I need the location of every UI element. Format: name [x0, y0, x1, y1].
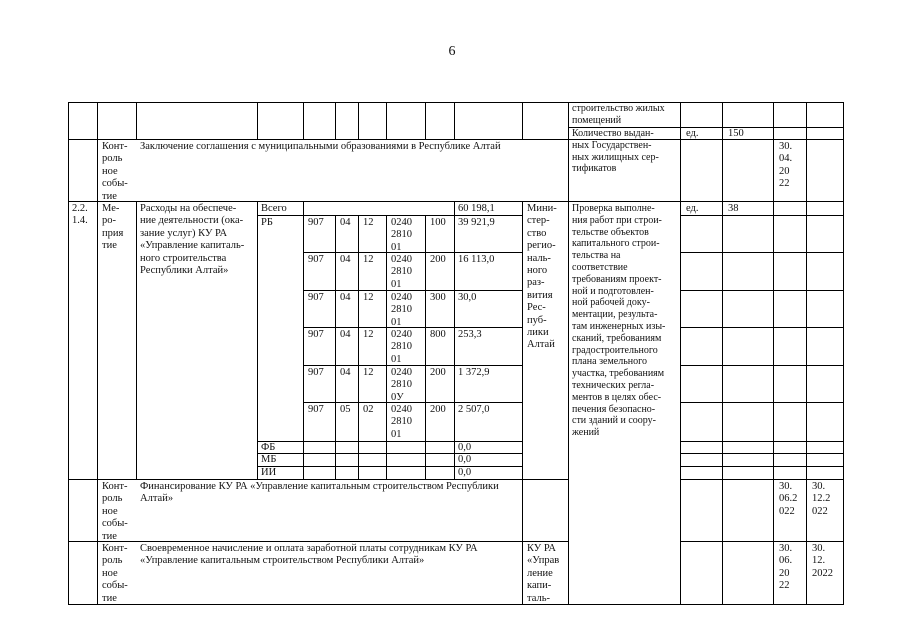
rz-cell: 04 [340, 292, 351, 303]
certificates-date: 30. 04. 20 22 [779, 141, 793, 190]
rz-cell: 04 [340, 329, 351, 340]
vr-cell: 200 [430, 254, 446, 265]
control-event-start-date: 30. 06. 20 22 [779, 543, 793, 592]
fb-value: 0,0 [458, 442, 472, 453]
pr-cell: 12 [363, 217, 374, 228]
control-event-text: Заключение соглашения с муниципальными образованиями в Республике Алтай [140, 141, 501, 152]
sum-cell: 30,0 [458, 292, 477, 303]
measure-name: Расходы на обеспече- ние деятельности (ока- зание услуг) КУ РА «Управление капиталь- ного строительства Республики Алтай» [140, 203, 245, 277]
pr-cell: 12 [363, 367, 374, 378]
csr-cell: 0240 2810 01 [391, 292, 412, 328]
responsible-ministry: Мини- стер- ство регио- наль- ного раз- вития Рес- пуб- лики Алтай [527, 203, 557, 351]
csr-cell: 0240 2810 01 [391, 329, 412, 365]
rz-cell: 04 [340, 367, 351, 378]
certificates-unit: ед. [686, 128, 699, 139]
sum-cell: 16 113,0 [458, 254, 495, 265]
grbs-cell: 907 [308, 254, 324, 265]
measure-number: 2.2. 1.4. [72, 203, 88, 227]
measure-type: Ме- ро- прия тие [102, 203, 124, 252]
grbs-cell: 907 [308, 217, 324, 228]
vr-cell: 200 [430, 367, 446, 378]
indicator-unit: ед. [686, 203, 699, 214]
vr-cell: 800 [430, 329, 446, 340]
sum-cell: 2 507,0 [458, 404, 490, 415]
vr-cell: 300 [430, 292, 446, 303]
vr-cell: 200 [430, 404, 446, 415]
certificates-indicator: Количество выдан- ных Государствен- ных жилищных сер- тификатов [572, 128, 659, 175]
grbs-cell: 907 [308, 404, 324, 415]
rz-cell: 04 [340, 217, 351, 228]
indicator-text: Проверка выполне- ния работ при строи- тельстве объектов капитального строи- тельства на соответствие требованиям проект- ной и подготовлен- ной рабочей доку- ментации, результа- там инженерных изы- сканий, требованиям градостроительного плана земельного участка, требованиям технических регла- ментов в целях обес- печения безопасно- сти зданий и соору- жений [572, 203, 666, 439]
control-event-text: Финансирование КУ РА «Управление капитальным строительством Республики Алтай» [140, 481, 499, 505]
csr-cell: 0240 2810 01 [391, 254, 412, 290]
pr-cell: 02 [363, 404, 374, 415]
rz-cell: 05 [340, 404, 351, 415]
control-event-type: Конт- роль ное собы- тие [102, 543, 128, 604]
fb-label: ФБ [261, 442, 276, 453]
pr-cell: 12 [363, 329, 374, 340]
ii-label: ИИ [261, 467, 277, 478]
vr-cell: 100 [430, 217, 446, 228]
grbs-cell: 907 [308, 367, 324, 378]
csr-cell: 0240 2810 01 [391, 217, 412, 253]
rz-cell: 04 [340, 254, 351, 265]
csr-cell: 0240 2810 0У [391, 367, 412, 403]
indicator-value: 38 [728, 203, 739, 214]
mb-value: 0,0 [458, 454, 472, 465]
sum-cell: 1 372,9 [458, 367, 490, 378]
control-event-text: Своевременное начисление и оплата заработной платы сотрудникам КУ РА «Управление капитальным строительством Республики Алтай» [140, 543, 478, 567]
control-event-end-date: 30. 12.2 022 [812, 481, 831, 517]
pr-cell: 12 [363, 292, 374, 303]
control-event-start-date: 30. 06.2 022 [779, 481, 798, 517]
continued-indicator-text: строительство жилых помещений [572, 103, 665, 126]
sum-cell: 253,3 [458, 329, 482, 340]
certificates-value: 150 [728, 128, 744, 139]
control-event-responsible: КУ РА «Управ ление капи- таль- [527, 543, 560, 604]
total-value: 60 198,1 [458, 203, 495, 214]
grbs-cell: 907 [308, 292, 324, 303]
ii-value: 0,0 [458, 467, 472, 478]
control-event-type: Конт- роль ное собы- тие [102, 481, 128, 542]
page-number: 6 [448, 44, 456, 59]
control-event-end-date: 30. 12. 2022 [812, 543, 833, 579]
grbs-cell: 907 [308, 329, 324, 340]
control-event-type: Конт- роль ное собы- тие [102, 141, 128, 202]
mb-label: МБ [261, 454, 277, 465]
total-label: Всего [261, 203, 287, 214]
pr-cell: 12 [363, 254, 374, 265]
rb-label: РБ [261, 217, 273, 228]
csr-cell: 0240 2810 01 [391, 404, 412, 440]
sum-cell: 39 921,9 [458, 217, 495, 228]
